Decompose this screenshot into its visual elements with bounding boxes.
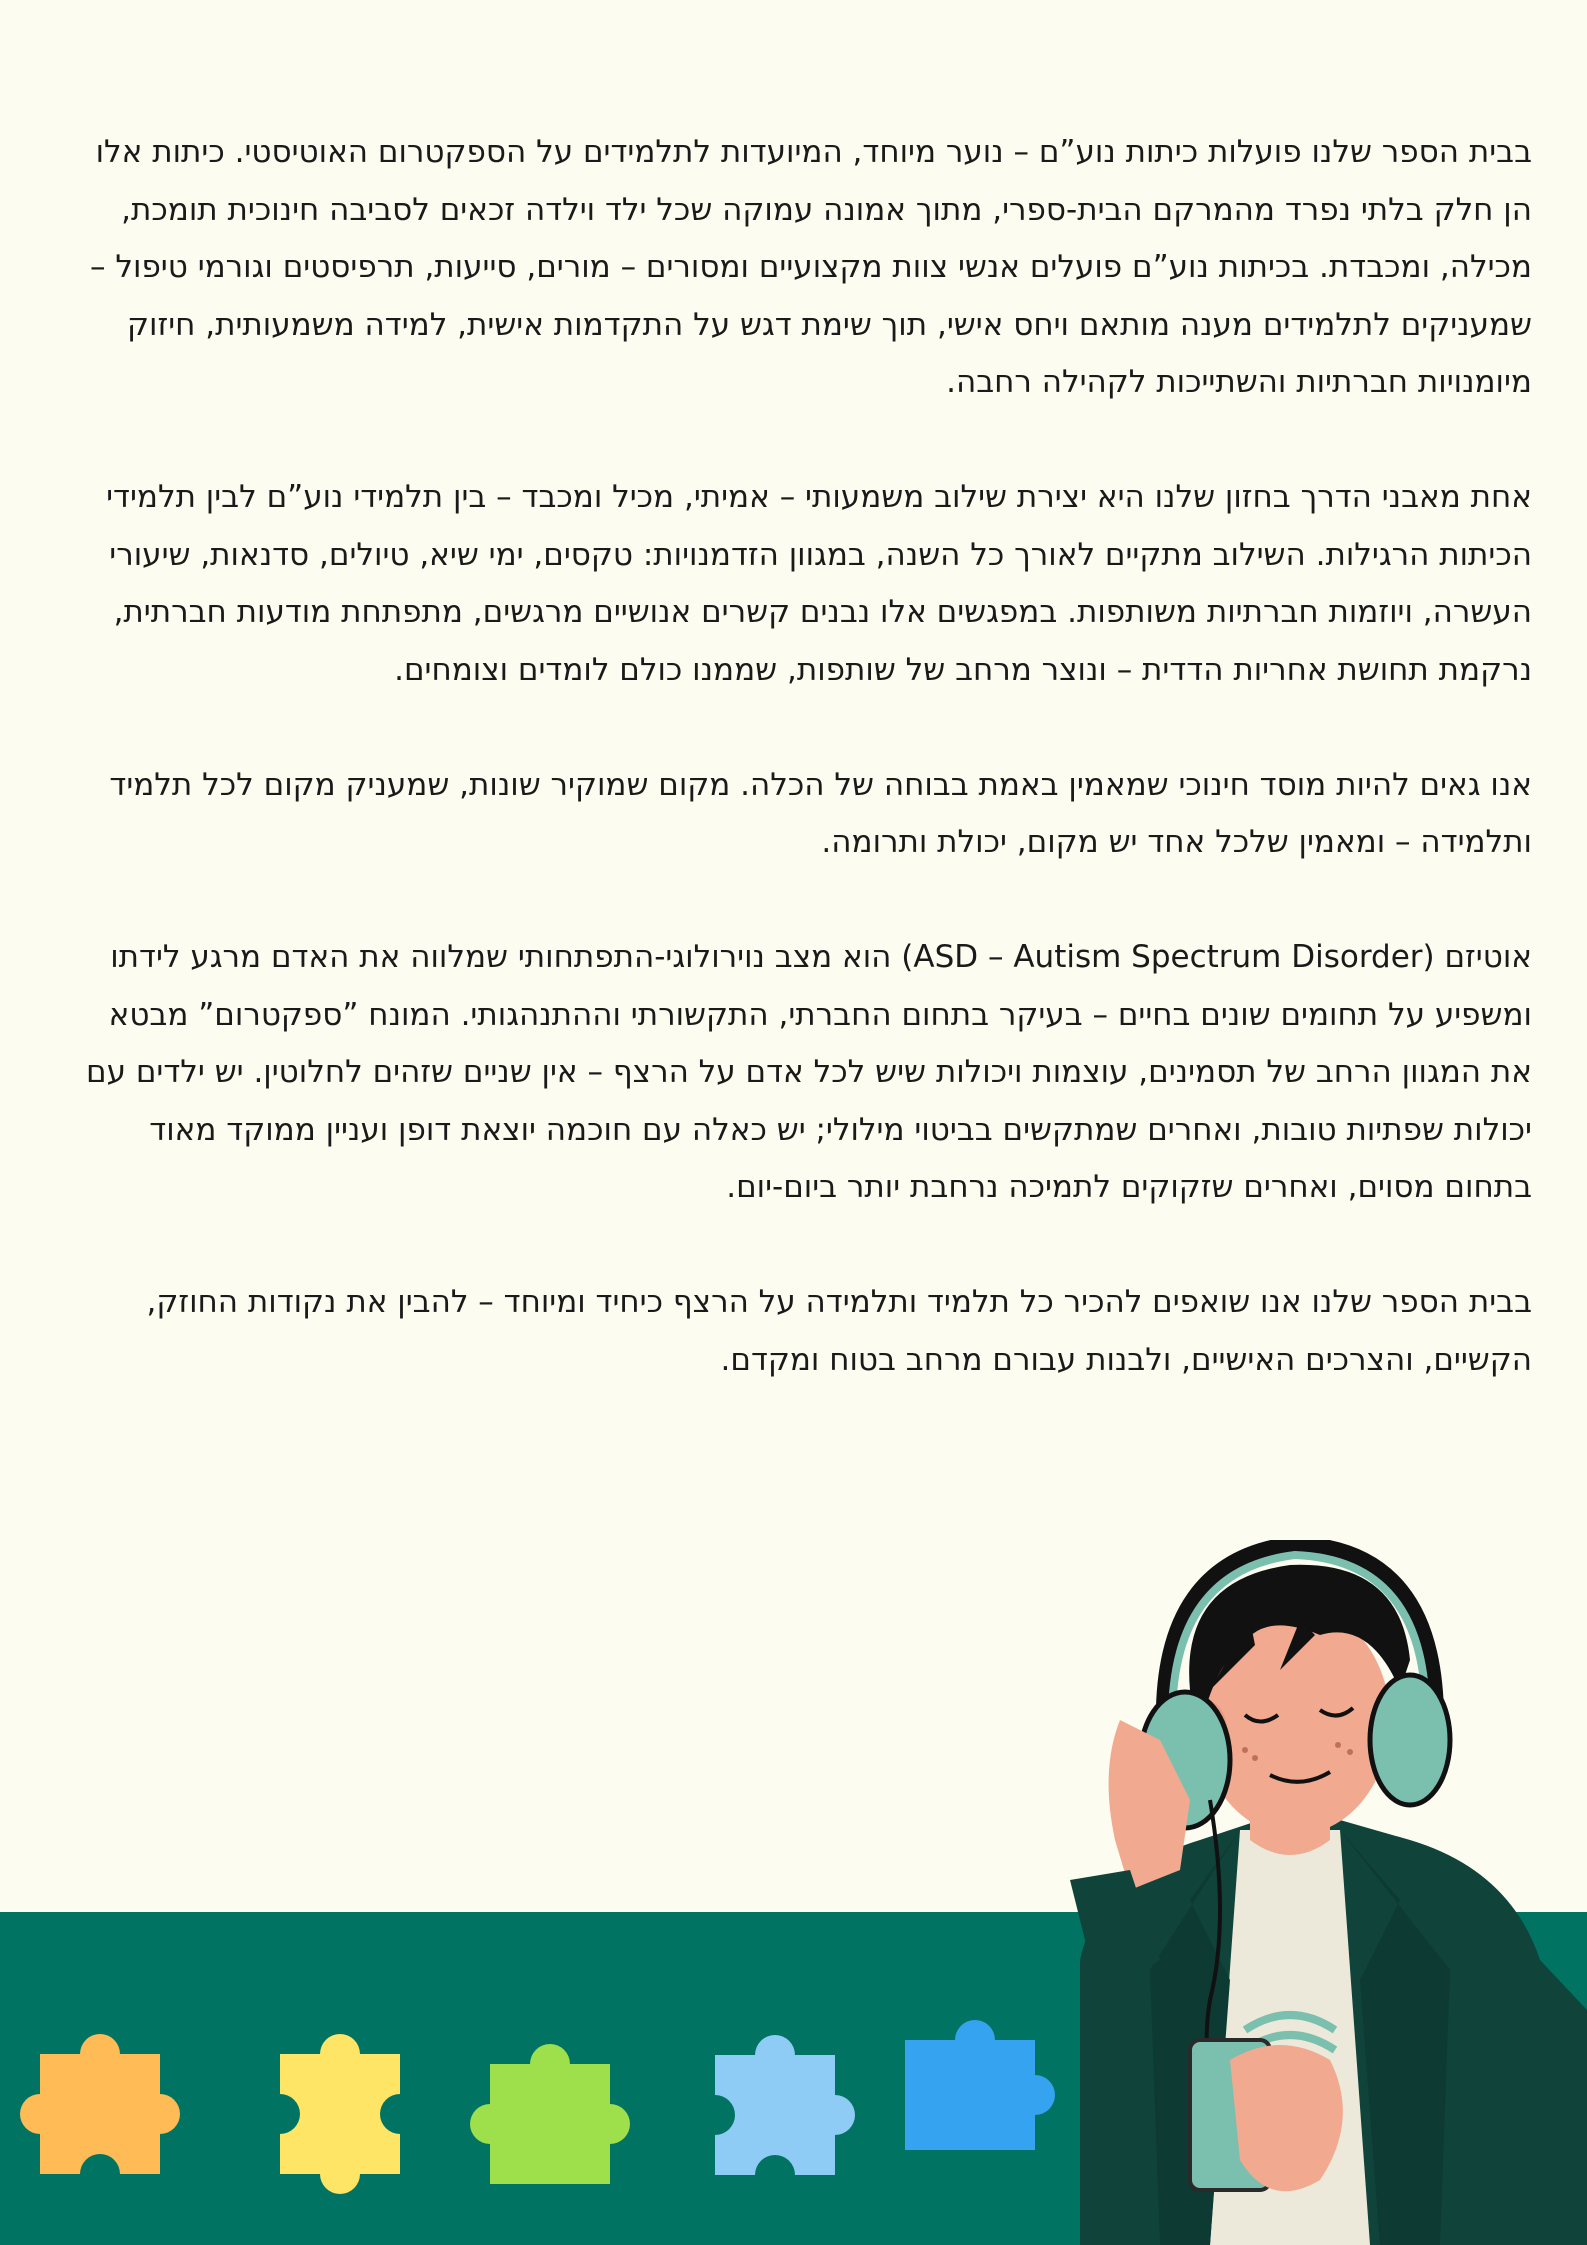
person-with-headphones-illustration xyxy=(1040,1540,1587,2245)
puzzle-piece-icon xyxy=(690,2030,860,2200)
paragraph-autism-definition: אוטיזם (ASD – Autism Spectrum Disorder) הוא מצב נוירולוגי-התפתחותי שמלווה את האדם מרגע לידתו ומשפיע על תחומים שונים בחיים – בעיקר בתחום החברתי, התקשורתי וההתנהגותי. המונח ”ספקטרום” מבטא את המגוון הרחב של תסמינים, עוצמות ויכולות שיש לכל אדם על הרצף – אין שניים שזהים לחלוטין. יש ילדים עם יכולות שפתיות טובות, ואחרים שמתקשים בביטוי מילולי; יש כאלה עם חוכמה יוצאת דופן ועניין ממוקד מאוד בתחום מסוים, ואחרים שזקוקים לתמיכה נרחבת יותר ביום-יום. xyxy=(86,939,1532,1205)
puzzle-piece-icon xyxy=(10,2024,190,2204)
article-body xyxy=(58,124,1532,1447)
paragraph-inclusion-pride: אנו גאים להיות מוסד חינוכי שמאמין באמת בבוחה של הכלה. מקום שמוקיר שונות, שמעניק מקום לכל תלמיד ותלמידה – ומאמין שלכל אחד יש מקום, יכולת ותרומה. xyxy=(109,766,1532,860)
paragraph-integration: אחת מאבני הדרך בחזון שלנו היא יצירת שילוב משמעותי – אמיתי, מכיל ומכבד – בין תלמידי נוע”ם לבין תלמידי הכיתות הרגילות. השילוב מתקיים לאורך כל השנה, במגוון הזדמנויות: טקסים, ימי שיא, טיולים, סדנאות, שיעורי העשרה, ויוזמות חברתיות משותפות. במפגשים אלו נבנים קשרים אנושיים מרגשים, מתפתחת מודעות חברתית, נרקמת תחושת אחריות הדדית – ונוצר מרחב של שותפות, שממנו כולם לומדים וצומחים. xyxy=(106,479,1532,688)
paragraph-school-approach: בבית הספר שלנו אנו שואפים להכיר כל תלמיד ותלמידה על הרצף כיחיד ומיוחד – להבין את נקודות החוזק, הקשיים, והצרכים האישיים, ולבנות עבורם מרחב בטוח ומקדם. xyxy=(146,1284,1532,1378)
paragraph-noam-classes: בבית הספר שלנו פועלות כיתות נוע”ם – נוער מיוחד, המיועדות לתלמידים על הספקטרום האוטיסטי. כיתות אלו הן חלק בלתי נפרד מהמרקם הבית-ספרי, מתוך אמונה עמוקה שכל ילד וילדה זכאים לסביבה חינוכית תומכת, מכילה, ומכבדת. בכיתות נוע”ם פועלים אנשי צוות מקצועיים ומסורים – מורים, סייעות, תרפיסטים וגורמי טיפול – שמעניקים לתלמידים מענה מותאם ויחס אישי, תוך שימת דגש על התקדמות אישית, למידה משמעותית, חיזוק מיומנויות חברתיות והשתייכות לקהילה רחבה. xyxy=(90,134,1532,400)
puzzle-piece-icon xyxy=(250,2024,430,2204)
puzzle-piece-icon xyxy=(460,2034,640,2204)
